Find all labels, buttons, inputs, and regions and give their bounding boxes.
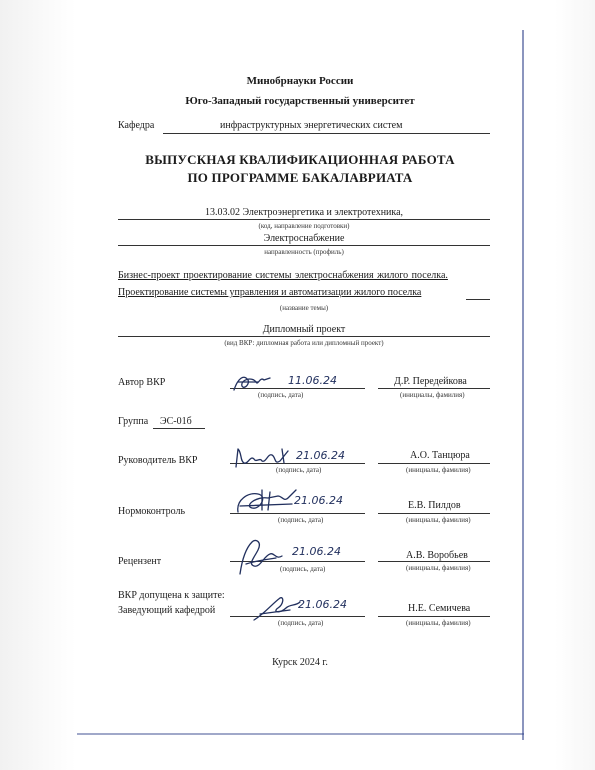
author-sign-date: 11.06.24 <box>288 374 337 387</box>
supervisor-sign-caption: (подпись, дата) <box>276 466 322 474</box>
supervisor-role: Руководитель ВКР <box>118 455 198 466</box>
group-underline <box>153 428 205 429</box>
document-title-line2: ПО ПРОГРАММЕ БАКАЛАВРИАТА <box>187 170 413 185</box>
author-sign-caption: (подпись, дата) <box>258 391 304 399</box>
reviewer-name: А.В. Воробьев <box>406 550 468 561</box>
author-role: Автор ВКР <box>118 377 166 388</box>
scan-margin-left <box>0 0 76 770</box>
department-value: инфраструктурных энергетических систем <box>220 120 403 131</box>
author-name-caption: (инициалы, фамилия) <box>400 391 465 399</box>
supervisor-name-underline <box>378 463 490 464</box>
normcontrol-name: Е.В. Пилдов <box>408 500 461 511</box>
work-type-caption: (вид ВКР: дипломная работа или дипломный проект) <box>224 339 384 347</box>
reviewer-signature <box>232 534 292 580</box>
topic-line2: Проектирование системы управления и автоматизации жилого поселка <box>118 287 422 298</box>
department-label: Кафедра <box>118 120 155 131</box>
reviewer-sign-caption: (подпись, дата) <box>280 565 326 573</box>
approval-line1: ВКР допущена к защите: <box>118 590 225 601</box>
topic-line1: Бизнес-проект проектирование системы электроснабжения жилого поселка. <box>118 270 448 281</box>
page-bottom-edge <box>77 733 524 735</box>
university: Юго-Западный государственный университет <box>185 95 415 107</box>
topic-caption: (название темы) <box>279 304 329 312</box>
reviewer-role: Рецензент <box>118 556 162 567</box>
topic-underline-tail <box>466 299 490 300</box>
profile-value: Электроснабжение <box>263 233 345 244</box>
supervisor-name-caption: (инициалы, фамилия) <box>406 466 471 474</box>
direction-caption: (код, направление подготовки) <box>258 222 350 230</box>
normcontrol-role: Нормоконтроль <box>118 506 186 517</box>
normcontrol-name-underline <box>378 513 490 514</box>
binding-edge <box>522 30 524 740</box>
profile-caption: направленность (профиль) <box>264 248 344 256</box>
direction-value: 13.03.02 Электроэнергетика и электротехника, <box>204 207 404 218</box>
work-type-value: Дипломный проект <box>262 324 346 335</box>
normcontrol-sign-caption: (подпись, дата) <box>278 516 324 524</box>
approval-name-caption: (инициалы, фамилия) <box>406 619 471 627</box>
normcontrol-name-caption: (инициалы, фамилия) <box>406 516 471 524</box>
scan-margin-right <box>555 0 595 770</box>
group-label: Группа <box>118 416 149 427</box>
profile-underline <box>118 245 490 246</box>
ministry: Минобрнауки России <box>246 75 354 87</box>
approval-sign-caption: (подпись, дата) <box>278 619 324 627</box>
approval-name-underline <box>378 616 490 617</box>
document-title-line1: ВЫПУСКНАЯ КВАЛИФИКАЦИОННАЯ РАБОТА <box>145 152 455 167</box>
supervisor-name: А.О. Танцюра <box>410 450 470 461</box>
approval-name: Н.Е. Семичева <box>408 603 471 614</box>
reviewer-name-underline <box>378 561 490 562</box>
department-underline <box>163 133 490 134</box>
work-type-underline <box>118 336 490 337</box>
reviewer-name-caption: (инициалы, фамилия) <box>406 564 471 572</box>
direction-underline <box>118 219 490 220</box>
approval-role: Заведующий кафедрой <box>118 605 216 616</box>
author-name-underline <box>378 388 490 389</box>
approval-sign-date: 21.06.24 <box>298 598 347 611</box>
normcontrol-signature <box>232 486 302 520</box>
group-value: ЭС-01б <box>160 416 192 427</box>
city-year: Курск 2024 г. <box>272 657 328 668</box>
reviewer-sign-date: 21.06.24 <box>292 545 341 558</box>
supervisor-sign-date: 21.06.24 <box>296 449 345 462</box>
normcontrol-sign-date: 21.06.24 <box>294 494 343 507</box>
author-name: Д.Р. Передейкова <box>394 376 467 387</box>
